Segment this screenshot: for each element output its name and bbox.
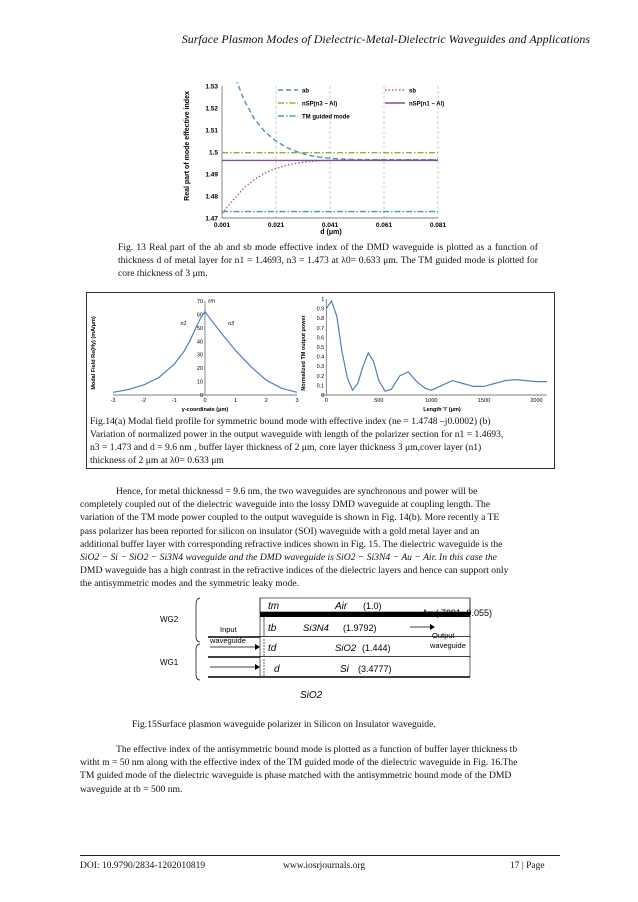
fig14b-y-tick-label: 0.4 xyxy=(316,354,325,361)
paragraph-line: the antisymmetric modes and the symmetric leaky mode. xyxy=(80,578,299,590)
fig14a-x-tick-label: -1 xyxy=(171,398,177,404)
fig14a-annotation: n3 xyxy=(228,321,235,328)
fig14b-series xyxy=(326,301,547,391)
fig14b-y-tick-label: 0.1 xyxy=(316,383,325,390)
si3n4-label: Si3N4 xyxy=(303,623,329,634)
fig13-y-tick-label: 1.49 xyxy=(205,171,218,179)
fig13-y-tick-label: 1.5 xyxy=(208,149,218,157)
fig14b-ticks xyxy=(317,297,543,404)
fig14b-y-tick-label: 0.8 xyxy=(316,316,325,323)
fig14b-y-tick-label: 0 xyxy=(321,393,325,399)
fig14b-ylabel: Normalized TM output power xyxy=(301,315,307,391)
paragraph-line: The effective index of the antisymmetric bound mode is plotted as a function of buffer layer thickness tb xyxy=(116,744,518,755)
fig14a-x-tick-label: -2 xyxy=(141,398,147,404)
fig14b-x-tick-label: 0 xyxy=(324,398,328,404)
footer-site[interactable]: www.iosrjournals.org xyxy=(283,861,366,871)
fig13-x-tick-label: 0.021 xyxy=(267,222,285,229)
fig13-y-tick-label: 1.47 xyxy=(205,215,218,223)
fig14a-y-tick-label: 50 xyxy=(196,325,203,332)
input-label: Input xyxy=(220,625,237,634)
fig14b-y-tick-label: 0.6 xyxy=(316,335,325,342)
wg2-bracket xyxy=(196,598,200,642)
fig14b-y-tick-label: 0.3 xyxy=(316,364,325,371)
fig13-legend-label: TM guided mode xyxy=(302,114,350,121)
fig14b-x-tick-label: 500 xyxy=(374,398,384,404)
fig13-x-tick-label: 0.041 xyxy=(321,222,339,229)
input-arrowhead-icon xyxy=(255,644,260,650)
input-waveguide-label: waveguide xyxy=(210,636,246,645)
fig13-x-tick-label: 0.081 xyxy=(429,222,447,229)
fig14a-x-tick-label: 3 xyxy=(295,398,299,404)
fig14b-x-tick-label: 2000 xyxy=(530,398,543,404)
fig13-xlabel: d (μm) xyxy=(320,229,342,236)
wg1-bracket xyxy=(196,644,200,680)
sio2-substrate-label: SiO2 xyxy=(300,690,323,701)
paragraph-line: additional buffer layer with corresponding refractive indices shown in Fig. 15. The dielectric waveguide is the xyxy=(80,538,503,550)
sio2-index: (1.444) xyxy=(362,643,391,653)
fig14-caption xyxy=(86,414,555,469)
td-label: td xyxy=(268,643,277,654)
fig14a-y-tick-label: 20 xyxy=(196,366,203,373)
fig14b-series-line xyxy=(326,301,547,391)
wg2-label: WG2 xyxy=(160,615,179,624)
fig13-legend-label: ab xyxy=(302,88,310,95)
footer-doi: DOI: 10.9790/2834-1202010819 xyxy=(80,861,206,871)
fig14b-x-tick-label: 1500 xyxy=(477,398,491,404)
fig14a-x-tick-label: 0 xyxy=(203,398,207,404)
fig14a-chart xyxy=(87,293,297,414)
fig13-chart xyxy=(180,78,480,238)
fig14a-y-tick-label: 70 xyxy=(196,299,203,305)
fig14a-annotations xyxy=(180,298,235,327)
paragraph-1 xyxy=(80,485,560,591)
fig14b-chart xyxy=(297,293,553,414)
fig14b-y-tick-label: 0.9 xyxy=(316,306,325,313)
footer-page: 17 | Page xyxy=(510,861,545,871)
fig13-caption: Fig. 13 Real part of the ab and sb mode effective index of the DMD waveguide is plotted as a function of thickness d of metal layer for n1 = 1.4693, n3 = 1.473 at λ0= 0.633 μm. The TM guided mode is plotted for core thickness of 3 μm. xyxy=(118,242,538,279)
paragraph-line: witht m = 50 nm along with the effective index of the TM guided mode of the dielectric waveguide in Fig. 16.The xyxy=(80,757,518,769)
fig14b-y-tick-label: 0.7 xyxy=(316,325,325,332)
fig13-x-tick-label: 0.001 xyxy=(213,222,231,229)
fig13-y-tick-label: 1.48 xyxy=(205,193,218,201)
d-label: d xyxy=(274,664,280,675)
fig13-legend-label: nSP(n1 − Al) xyxy=(409,101,445,108)
fig14a-y-tick-label: 40 xyxy=(196,339,203,346)
fig14a-x-tick-label: 2 xyxy=(264,398,268,404)
wg1-label: WG1 xyxy=(160,658,179,667)
fig14a-annotation: n1 xyxy=(180,321,187,328)
paragraph-line: DMD waveguide has a high contrast in the refractive indices of the dielectric layers and hence can support only xyxy=(80,565,509,577)
sio2-label: SiO2 xyxy=(335,643,357,654)
tb-label: tb xyxy=(268,623,277,634)
fig13-ylabel: Real part of mode effective index xyxy=(184,91,191,201)
fig14-frame xyxy=(86,292,555,415)
fig14a-annotation: εm xyxy=(208,298,216,305)
paragraph-line: variation of the TM mode power coupled to the output waveguide is shown in Fig. 14(b). More recently a TE xyxy=(80,512,500,524)
si-label: Si xyxy=(340,664,349,675)
fig13-legend-label: sb xyxy=(409,88,417,95)
fig14a-ticks xyxy=(111,299,299,404)
au-label: Au (.7891,-9.055) xyxy=(422,608,493,618)
running-title: Surface Plasmon Modes of Dielectric-Metal-Dielectric Waveguides and Applications xyxy=(181,32,590,46)
fig13-x-tick-label: 0.061 xyxy=(375,222,393,229)
air-index: (1.0) xyxy=(363,601,382,611)
fig14-caption-line: Fig.14(a) Modal field profile for symmetric bound mode with effective index (ne = 1.4748 –j0.0002) (b) xyxy=(90,416,491,427)
paragraph-line: TM guided mode of the dielectric waveguide is phase matched with the antisymmetric bound mode of the DMD xyxy=(80,770,512,782)
paragraph-line: Hence, for metal thicknessd = 9.6 nm, the two waveguides are synchronous and power will be xyxy=(116,486,478,497)
si-index: (3.4777) xyxy=(358,664,392,674)
fig14b-y-tick-label: 0.2 xyxy=(316,373,325,380)
si3n4-index: (1.9792) xyxy=(343,623,377,633)
fig14a-y-tick-label: 30 xyxy=(196,352,203,359)
fig14a-ylabel: Modal Field Re(Hy) (mA/μm) xyxy=(91,316,97,390)
fig14a-xlabel: y-coordinate (μm) xyxy=(181,407,229,413)
output-label: Output xyxy=(432,631,455,640)
fig13-y-tick-label: 1.53 xyxy=(205,83,218,91)
fig14b-xlabel: Length 'l' (μm) xyxy=(423,407,461,413)
paragraph-line: SiO2 − Si − SiO2 − Si3N4 waveguide and the DMD waveguide is SiO2 − Si3N4 − Au − Air. In this case the xyxy=(80,552,497,564)
fig14a-axes xyxy=(113,301,297,395)
fig15-caption: Fig.15Surface plasmon waveguide polarizer in Silicon on Insulator waveguide. xyxy=(132,719,436,730)
fig13-y-tick-label: 1.51 xyxy=(205,127,218,135)
fig14a-y-tick-label: 0 xyxy=(199,393,203,399)
paragraph-line: waveguide at tb = 500 nm. xyxy=(80,783,183,795)
fig14a-y-tick-label: 60 xyxy=(196,312,203,319)
tm-label: tm xyxy=(268,601,280,612)
paragraph-line: completely coupled out of the dielectric waveguide into the lossy DMD waveguide at coupling length. The xyxy=(80,499,491,511)
paragraph-2 xyxy=(80,743,560,796)
fig14a-x-tick-label: -3 xyxy=(110,398,116,404)
fig14b-y-tick-label: 0.5 xyxy=(316,345,325,351)
output-waveguide-label: waveguide xyxy=(430,641,466,650)
paragraph-line: pass polarizer has been reported for silicon on insulator (SOI) waveguide with a gold metal layer and an xyxy=(80,525,480,537)
input-arrowhead-icon xyxy=(255,664,260,670)
fig13-legend xyxy=(278,89,444,121)
fig13-legend-label: nSP(n3 − Al) xyxy=(302,101,338,108)
fig15-diagram xyxy=(140,592,510,714)
fig14-caption-line: n3 = 1.473 and d = 9.6 nm , buffer layer thickness of 2 μm, core layer thickness 3 μm,cover layer (n1) xyxy=(90,442,482,453)
footer-rule xyxy=(80,855,560,856)
fig14-caption-line: Variation of normalized power in the output waveguide with length of the polarizer section for n1 = 1.4693, xyxy=(90,429,504,440)
fig14b-x-tick-label: 1000 xyxy=(425,398,438,404)
fig14b-axes xyxy=(321,299,547,395)
fig14a-y-tick-label: 10 xyxy=(196,379,203,386)
fig14-caption-line: thickness of 2 μm at λ0= 0.633 μm xyxy=(90,455,224,466)
fig14b-y-tick-label: 1 xyxy=(321,297,325,303)
air-label: Air xyxy=(335,601,348,612)
fig13-y-tick-label: 1.52 xyxy=(205,105,218,113)
fig14a-x-tick-label: 1 xyxy=(234,398,238,404)
